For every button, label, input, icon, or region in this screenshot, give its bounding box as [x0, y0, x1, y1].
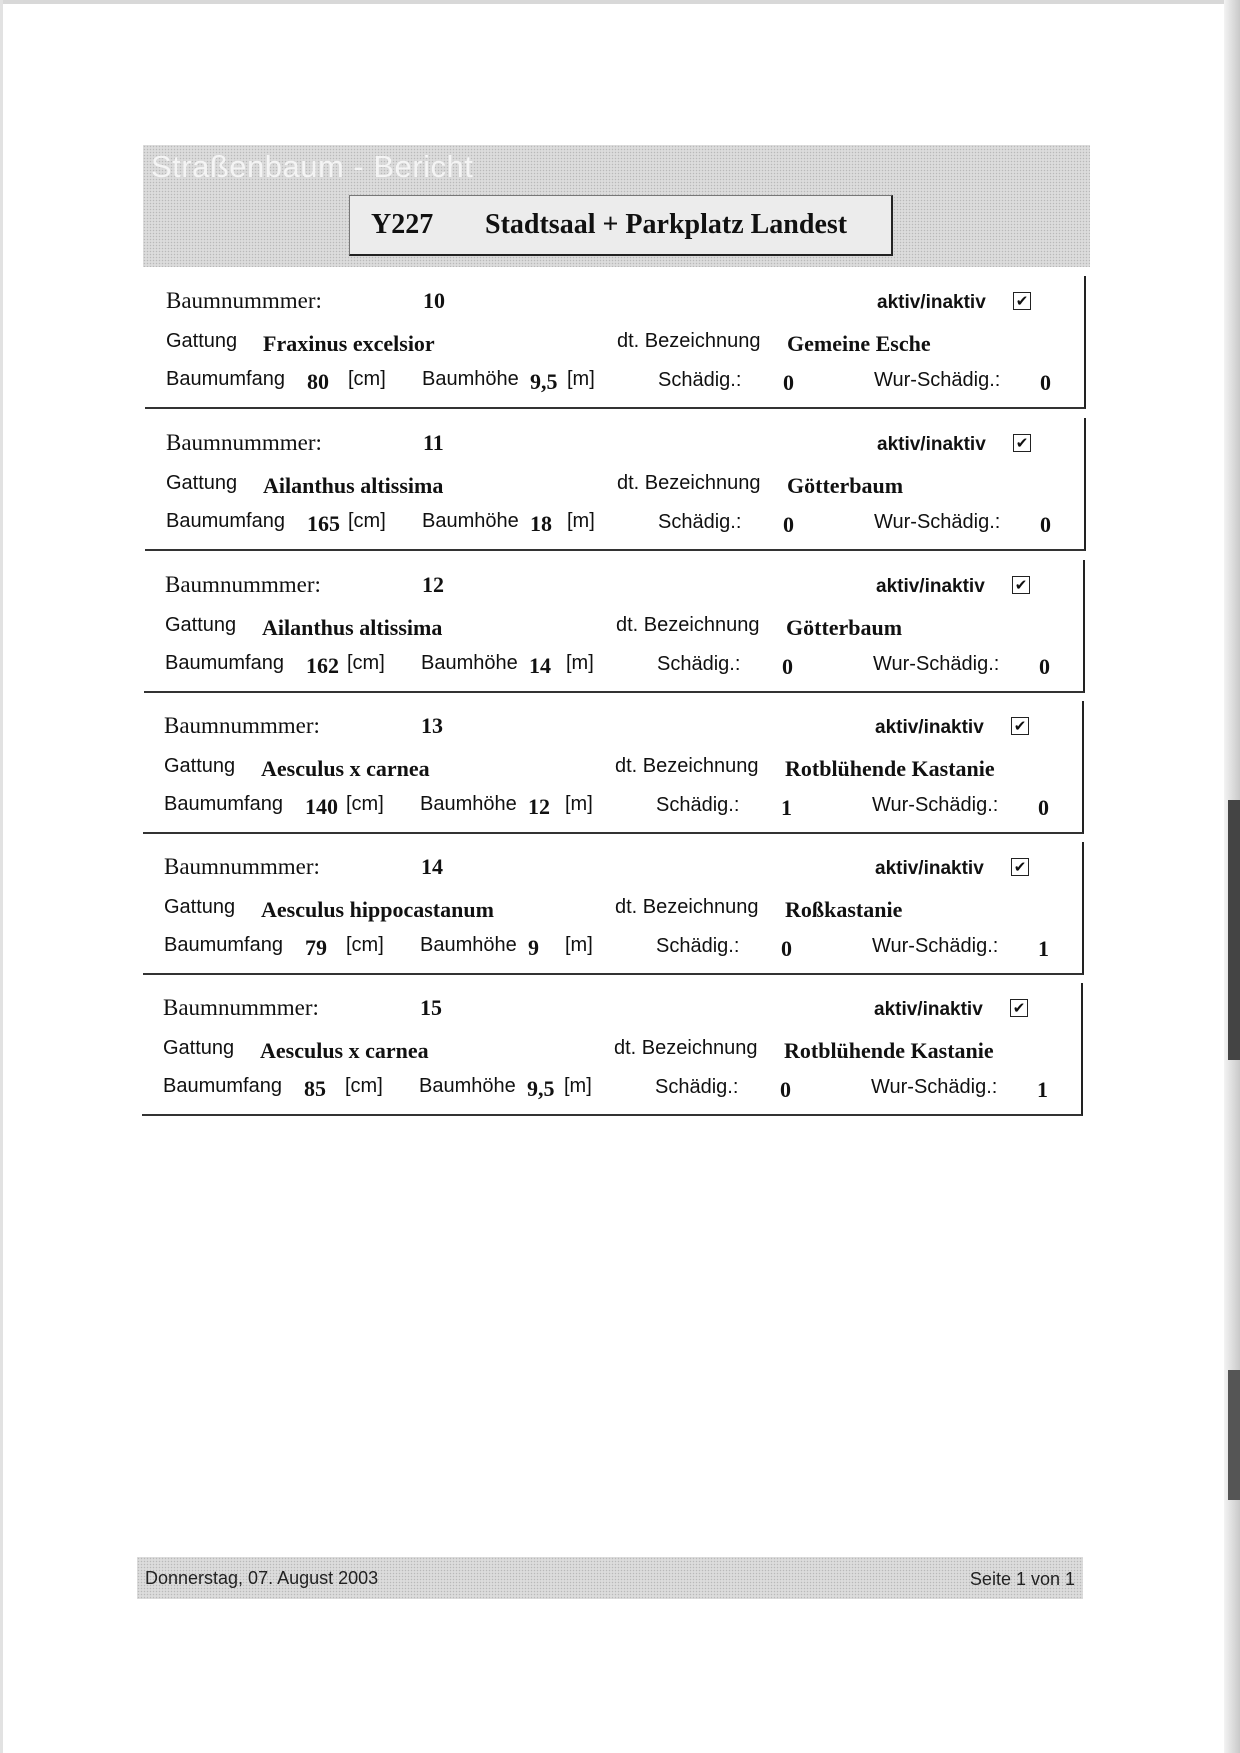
- common-name-label: dt. Bezeichnung: [617, 472, 761, 494]
- common-name-label: dt. Bezeichnung: [614, 1037, 758, 1059]
- circumference-label: Baumumfang: [166, 510, 285, 532]
- genus-label: Gattung: [163, 1037, 235, 1059]
- common-name-value: Roßkastanie: [785, 897, 903, 922]
- active-checkbox[interactable]: [1012, 576, 1030, 594]
- active-label: aktiv/inaktiv: [877, 434, 986, 455]
- footer-date: Donnerstag, 07. August 2003: [145, 1568, 379, 1588]
- tree-number-label: Baumnummmer:: [164, 713, 320, 738]
- common-name-value: Rotblühende Kastanie: [784, 1038, 994, 1063]
- tree-number-label: Baumnummmer:: [164, 854, 320, 879]
- height-unit: [m]: [566, 652, 594, 674]
- active-checkbox[interactable]: [1011, 717, 1029, 735]
- tree-record-15: [142, 983, 1083, 1116]
- genus-value: Aesculus hippocastanum: [261, 897, 494, 922]
- check-icon: ✔: [1015, 291, 1029, 310]
- root-damage-value: 0: [1039, 654, 1050, 679]
- tree-record-14: [143, 842, 1084, 975]
- damage-value: 0: [782, 654, 793, 679]
- circumference-value: 79: [305, 935, 327, 960]
- circumference-unit: [cm]: [348, 510, 386, 532]
- height-value: 9,5: [530, 369, 558, 394]
- root-damage-value: 1: [1037, 1077, 1048, 1102]
- root-damage-value: 0: [1040, 370, 1051, 395]
- tree-number-value: 12: [422, 572, 444, 597]
- circumference-value: 140: [305, 794, 338, 819]
- active-checkbox[interactable]: [1013, 434, 1031, 452]
- circumference-value: 162: [306, 653, 339, 678]
- circumference-value: 85: [304, 1076, 326, 1101]
- genus-value: Aesculus x carnea: [260, 1038, 429, 1063]
- genus-value: Ailanthus altissima: [262, 615, 443, 640]
- check-icon: ✔: [1014, 575, 1028, 594]
- active-label: aktiv/inaktiv: [877, 292, 986, 313]
- damage-label: Schädig.:: [655, 1076, 739, 1098]
- root-damage-value: 0: [1040, 512, 1051, 537]
- tree-record-13: [143, 701, 1084, 834]
- active-label: aktiv/inaktiv: [875, 717, 984, 738]
- check-icon: ✔: [1013, 857, 1027, 876]
- height-value: 9: [528, 935, 539, 960]
- common-name-value: Götterbaum: [787, 473, 904, 498]
- tree-number-value: 13: [421, 713, 443, 738]
- tree-number-label: Baumnummmer:: [166, 288, 322, 313]
- damage-label: Schädig.:: [656, 794, 740, 816]
- root-damage-label: Wur-Schädig.:: [872, 935, 999, 957]
- genus-label: Gattung: [165, 614, 237, 636]
- tree-number-value: 15: [420, 995, 442, 1020]
- tree-record-10: [145, 276, 1086, 409]
- circumference-unit: [cm]: [347, 652, 385, 674]
- root-damage-value: 0: [1038, 795, 1049, 820]
- height-label: Baumhöhe: [420, 934, 517, 956]
- genus-label: Gattung: [164, 896, 236, 918]
- root-damage-value: 1: [1038, 936, 1049, 961]
- height-unit: [m]: [565, 934, 593, 956]
- common-name-value: Rotblühende Kastanie: [785, 756, 995, 781]
- height-label: Baumhöhe: [420, 793, 517, 815]
- height-unit: [m]: [567, 510, 595, 532]
- circumference-label: Baumumfang: [166, 368, 285, 390]
- tree-number-value: 11: [423, 430, 444, 455]
- damage-value: 1: [781, 795, 792, 820]
- location-name: Stadtsaal + Parkplatz Landest: [485, 209, 848, 240]
- scan-edge-top: [0, 0, 1240, 4]
- check-icon: ✔: [1012, 998, 1026, 1017]
- genus-label: Gattung: [164, 755, 236, 777]
- common-name-label: dt. Bezeichnung: [617, 330, 761, 352]
- circumference-label: Baumumfang: [164, 793, 283, 815]
- common-name-label: dt. Bezeichnung: [615, 755, 759, 777]
- circumference-label: Baumumfang: [163, 1075, 282, 1097]
- check-icon: ✔: [1013, 716, 1027, 735]
- height-value: 9,5: [527, 1076, 555, 1101]
- location-title-box: [349, 195, 893, 256]
- damage-label: Schädig.:: [658, 369, 742, 391]
- height-label: Baumhöhe: [421, 652, 518, 674]
- circumference-unit: [cm]: [346, 934, 384, 956]
- scan-edge-left: [0, 0, 3, 1753]
- tree-number-label: Baumnummmer:: [165, 572, 321, 597]
- height-value: 14: [529, 653, 551, 678]
- circumference-unit: [cm]: [348, 368, 386, 390]
- genus-value: Ailanthus altissima: [263, 473, 444, 498]
- tree-record-12: [144, 560, 1085, 693]
- scan-edge-right: [1224, 0, 1240, 1753]
- root-damage-label: Wur-Schädig.:: [874, 511, 1001, 533]
- tree-number-value: 14: [421, 854, 443, 879]
- location-code: Y227: [371, 209, 434, 240]
- footer-page-number: Seite 1 von 1: [969, 1569, 1075, 1589]
- circumference-value: 165: [307, 511, 340, 536]
- root-damage-label: Wur-Schädig.:: [871, 1076, 998, 1098]
- genus-label: Gattung: [166, 472, 238, 494]
- damage-label: Schädig.:: [656, 935, 740, 957]
- damage-value: 0: [783, 370, 794, 395]
- damage-label: Schädig.:: [657, 653, 741, 675]
- circumference-label: Baumumfang: [165, 652, 284, 674]
- root-damage-label: Wur-Schädig.:: [874, 369, 1001, 391]
- damage-value: 0: [780, 1077, 791, 1102]
- height-label: Baumhöhe: [419, 1075, 516, 1097]
- circumference-unit: [cm]: [345, 1075, 383, 1097]
- tree-number-label: Baumnummmer:: [166, 430, 322, 455]
- height-value: 18: [530, 511, 552, 536]
- height-unit: [m]: [564, 1075, 592, 1097]
- active-label: aktiv/inaktiv: [874, 999, 983, 1020]
- active-checkbox[interactable]: [1013, 292, 1031, 310]
- tree-number-value: 10: [423, 288, 445, 313]
- circumference-label: Baumumfang: [164, 934, 283, 956]
- active-label: aktiv/inaktiv: [876, 576, 985, 597]
- height-label: Baumhöhe: [422, 368, 519, 390]
- common-name-value: Götterbaum: [786, 615, 903, 640]
- active-label: aktiv/inaktiv: [875, 858, 984, 879]
- height-unit: [m]: [567, 368, 595, 390]
- active-checkbox[interactable]: [1010, 999, 1028, 1017]
- root-damage-label: Wur-Schädig.:: [872, 794, 999, 816]
- common-name-value: Gemeine Esche: [787, 331, 931, 356]
- damage-value: 0: [781, 936, 792, 961]
- scan-shadow-1: [1228, 800, 1240, 1060]
- genus-label: Gattung: [166, 330, 238, 352]
- scan-shadow-2: [1228, 1370, 1240, 1500]
- tree-number-label: Baumnummmer:: [163, 995, 319, 1020]
- active-checkbox[interactable]: [1011, 858, 1029, 876]
- report-header: [143, 145, 1090, 267]
- genus-value: Fraxinus excelsior: [263, 331, 435, 356]
- root-damage-label: Wur-Schädig.:: [873, 653, 1000, 675]
- genus-value: Aesculus x carnea: [261, 756, 430, 781]
- damage-value: 0: [783, 512, 794, 537]
- circumference-unit: [cm]: [346, 793, 384, 815]
- common-name-label: dt. Bezeichnung: [615, 896, 759, 918]
- damage-label: Schädig.:: [658, 511, 742, 533]
- height-unit: [m]: [565, 793, 593, 815]
- page-footer: [137, 1557, 1083, 1599]
- report-title: Straßenbaum - Bericht: [151, 149, 474, 184]
- check-icon: ✔: [1015, 433, 1029, 452]
- height-value: 12: [528, 794, 550, 819]
- tree-record-11: [145, 418, 1086, 551]
- height-label: Baumhöhe: [422, 510, 519, 532]
- common-name-label: dt. Bezeichnung: [616, 614, 760, 636]
- circumference-value: 80: [307, 369, 329, 394]
